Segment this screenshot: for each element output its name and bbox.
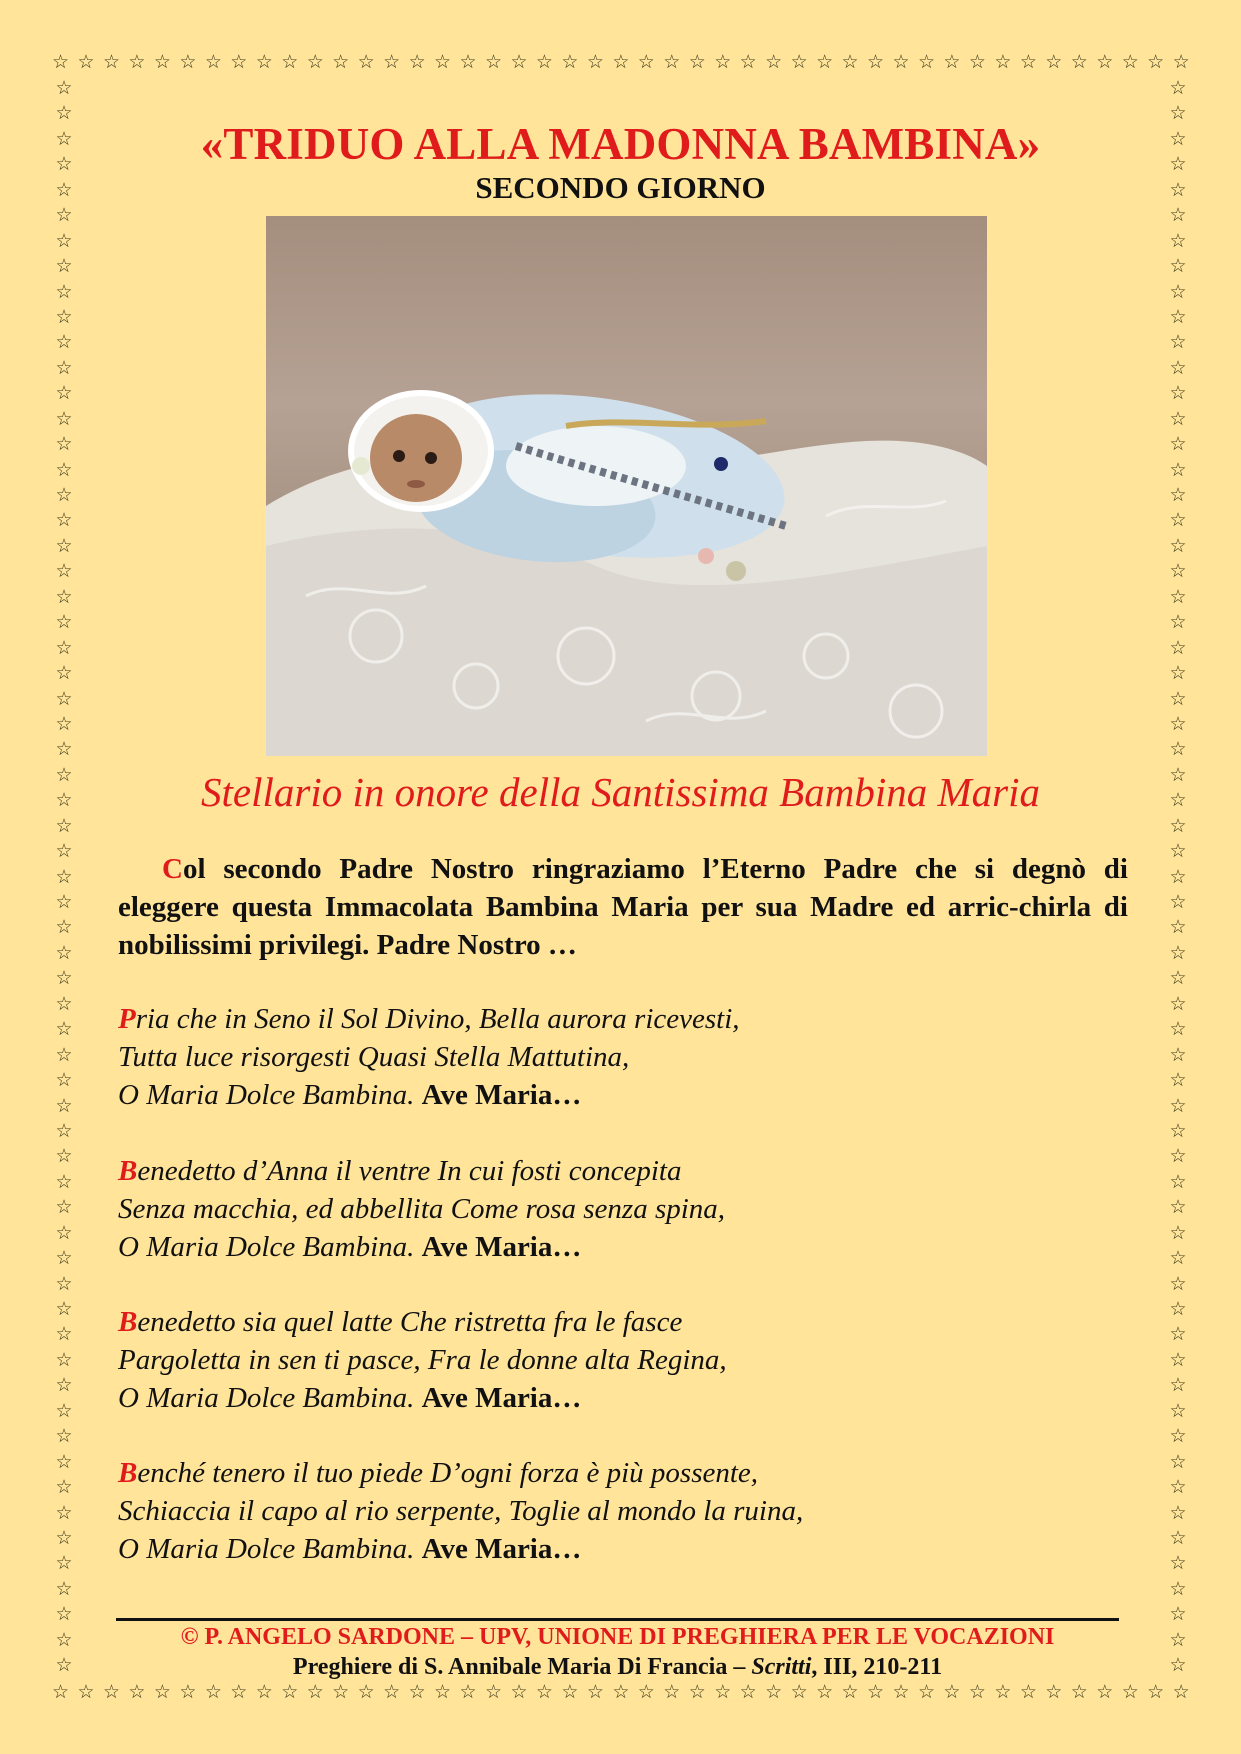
star-outline-icon: ☆ xyxy=(1169,1221,1187,1244)
star-outline-icon: ☆ xyxy=(55,178,73,201)
star-outline-icon: ☆ xyxy=(55,1069,73,1092)
stanza-text: enché tenero il tuo piede D’ogni forza è più possente, xyxy=(137,1457,759,1489)
star-outline-icon: ☆ xyxy=(1147,51,1165,73)
stanza-text: O Maria Dolce Bambina. xyxy=(118,1079,415,1111)
star-outline-icon: ☆ xyxy=(739,51,757,73)
star-outline-icon: ☆ xyxy=(1169,1374,1187,1397)
star-outline-icon: ☆ xyxy=(1045,51,1063,73)
star-outline-icon: ☆ xyxy=(1169,458,1187,481)
star-outline-icon: ☆ xyxy=(55,356,73,379)
star-outline-icon: ☆ xyxy=(1045,1681,1063,1703)
stanza-initial: B xyxy=(118,1306,138,1338)
star-outline-icon: ☆ xyxy=(55,1425,73,1448)
star-outline-icon: ☆ xyxy=(52,51,70,73)
star-outline-icon: ☆ xyxy=(968,51,986,73)
star-outline-icon: ☆ xyxy=(1169,102,1187,125)
stanza-1 xyxy=(118,1000,1128,1114)
star-outline-icon: ☆ xyxy=(55,789,73,812)
star-outline-icon: ☆ xyxy=(1169,865,1187,888)
star-outline-icon: ☆ xyxy=(1169,153,1187,176)
star-outline-icon: ☆ xyxy=(535,51,553,73)
star-outline-icon: ☆ xyxy=(688,51,706,73)
stanza-initial: P xyxy=(118,1003,136,1035)
star-outline-icon: ☆ xyxy=(55,1348,73,1371)
star-outline-icon: ☆ xyxy=(1096,51,1114,73)
star-outline-icon: ☆ xyxy=(1169,1425,1187,1448)
star-outline-icon: ☆ xyxy=(55,1170,73,1193)
star-outline-icon: ☆ xyxy=(1169,305,1187,328)
star-outline-icon: ☆ xyxy=(255,51,273,73)
star-outline-icon: ☆ xyxy=(55,1196,73,1219)
star-outline-icon: ☆ xyxy=(1169,1298,1187,1320)
star-outline-icon: ☆ xyxy=(1169,1043,1187,1066)
star-outline-icon: ☆ xyxy=(55,280,73,303)
star-outline-icon: ☆ xyxy=(128,51,146,73)
star-outline-icon: ☆ xyxy=(434,51,452,73)
star-outline-icon: ☆ xyxy=(55,865,73,888)
star-outline-icon: ☆ xyxy=(55,153,73,176)
star-outline-icon: ☆ xyxy=(1169,967,1187,990)
star-outline-icon: ☆ xyxy=(1121,1681,1139,1703)
star-outline-icon: ☆ xyxy=(663,51,681,73)
star-outline-icon: ☆ xyxy=(52,1681,70,1703)
star-outline-icon: ☆ xyxy=(55,738,73,761)
star-outline-icon: ☆ xyxy=(1169,941,1187,964)
star-outline-icon: ☆ xyxy=(55,814,73,837)
star-outline-icon: ☆ xyxy=(612,1681,630,1703)
star-outline-icon: ☆ xyxy=(1169,77,1187,99)
star-outline-icon: ☆ xyxy=(1169,534,1187,557)
star-outline-icon: ☆ xyxy=(1169,1348,1187,1371)
star-outline-icon: ☆ xyxy=(55,1577,73,1600)
star-outline-icon: ☆ xyxy=(408,51,426,73)
star-outline-icon: ☆ xyxy=(306,51,324,73)
star-outline-icon: ☆ xyxy=(55,636,73,659)
stanza-3 xyxy=(118,1303,1128,1417)
stanza-line xyxy=(118,1303,1128,1341)
star-outline-icon: ☆ xyxy=(55,916,73,939)
stanza-line xyxy=(118,1152,1128,1190)
star-outline-icon: ☆ xyxy=(459,51,477,73)
star-outline-icon: ☆ xyxy=(1019,1681,1037,1703)
star-outline-icon: ☆ xyxy=(1169,814,1187,837)
copyright-credit: © P. ANGELO SARDONE – UPV, UNIONE DI PREGHIERA PER LE VOCAZIONI xyxy=(180,1624,1055,1650)
star-outline-icon: ☆ xyxy=(892,1681,910,1703)
star-outline-icon: ☆ xyxy=(230,1681,248,1703)
star-outline-icon: ☆ xyxy=(586,51,604,73)
star-outline-icon: ☆ xyxy=(510,1681,528,1703)
star-outline-icon: ☆ xyxy=(1169,916,1187,939)
star-outline-icon: ☆ xyxy=(55,433,73,456)
star-outline-icon: ☆ xyxy=(1169,1654,1187,1677)
stanza-text: O Maria Dolce Bambina. xyxy=(118,1231,415,1263)
stanza-initial: B xyxy=(118,1457,138,1489)
star-outline-icon: ☆ xyxy=(55,763,73,786)
star-outline-icon: ☆ xyxy=(55,687,73,710)
star-outline-icon: ☆ xyxy=(1147,1681,1165,1703)
star-outline-icon: ☆ xyxy=(1169,1247,1187,1270)
star-outline-icon: ☆ xyxy=(1169,687,1187,710)
star-outline-icon: ☆ xyxy=(841,51,859,73)
star-outline-icon: ☆ xyxy=(55,229,73,252)
madonna-bambina-photo xyxy=(266,216,987,756)
star-outline-icon: ☆ xyxy=(55,967,73,990)
star-outline-icon: ☆ xyxy=(1169,382,1187,405)
stellario-heading: Stellario in onore della Santissima Bambina Maria xyxy=(201,769,1040,815)
star-outline-icon: ☆ xyxy=(1169,484,1187,506)
star-outline-icon: ☆ xyxy=(1169,712,1187,735)
star-outline-icon: ☆ xyxy=(637,51,655,73)
footer-divider xyxy=(116,1618,1119,1621)
star-outline-icon: ☆ xyxy=(204,51,222,73)
stanza-line xyxy=(118,1000,1128,1038)
star-outline-icon: ☆ xyxy=(179,1681,197,1703)
star-outline-icon: ☆ xyxy=(255,1681,273,1703)
stanza-line xyxy=(118,1530,1128,1568)
star-outline-icon: ☆ xyxy=(102,1681,120,1703)
star-outline-icon: ☆ xyxy=(55,1221,73,1244)
star-outline-icon: ☆ xyxy=(1169,509,1187,532)
star-outline-icon: ☆ xyxy=(281,51,299,73)
star-outline-icon: ☆ xyxy=(55,1628,73,1651)
stanza-line xyxy=(118,1076,1128,1114)
star-outline-icon: ☆ xyxy=(55,1374,73,1397)
star-outline-icon: ☆ xyxy=(434,1681,452,1703)
ave-maria: Ave Maria… xyxy=(421,1533,582,1565)
star-outline-icon: ☆ xyxy=(55,1094,73,1117)
star-outline-icon: ☆ xyxy=(55,509,73,532)
star-outline-icon: ☆ xyxy=(1169,1450,1187,1473)
star-outline-icon: ☆ xyxy=(1169,1323,1187,1346)
star-outline-icon: ☆ xyxy=(765,1681,783,1703)
star-outline-icon: ☆ xyxy=(55,127,73,150)
star-outline-icon: ☆ xyxy=(714,1681,732,1703)
star-outline-icon: ☆ xyxy=(1169,662,1187,685)
star-outline-icon: ☆ xyxy=(332,1681,350,1703)
stanza-text: O Maria Dolce Bambina. xyxy=(118,1533,415,1565)
star-outline-icon: ☆ xyxy=(55,1501,73,1524)
star-outline-icon: ☆ xyxy=(128,1681,146,1703)
star-outline-icon: ☆ xyxy=(1169,636,1187,659)
star-outline-icon: ☆ xyxy=(1169,255,1187,278)
star-outline-icon: ☆ xyxy=(1172,1681,1190,1703)
star-outline-icon: ☆ xyxy=(55,484,73,506)
star-outline-icon: ☆ xyxy=(1169,1018,1187,1041)
stanza-text: ria che in Seno il Sol Divino, Bella aurora ricevesti, xyxy=(135,1003,740,1035)
star-outline-icon: ☆ xyxy=(1169,1069,1187,1092)
star-outline-icon: ☆ xyxy=(55,1603,73,1626)
star-outline-icon: ☆ xyxy=(688,1681,706,1703)
star-outline-icon: ☆ xyxy=(1169,229,1187,252)
star-outline-icon: ☆ xyxy=(816,1681,834,1703)
star-outline-icon: ☆ xyxy=(739,1681,757,1703)
star-outline-icon: ☆ xyxy=(55,458,73,481)
star-outline-icon: ☆ xyxy=(1169,433,1187,456)
star-outline-icon: ☆ xyxy=(790,1681,808,1703)
star-outline-icon: ☆ xyxy=(1172,51,1190,73)
star-outline-icon: ☆ xyxy=(561,1681,579,1703)
star-outline-icon: ☆ xyxy=(663,1681,681,1703)
star-outline-icon: ☆ xyxy=(1169,1577,1187,1600)
star-outline-icon: ☆ xyxy=(510,51,528,73)
star-outline-icon: ☆ xyxy=(1169,1552,1187,1575)
star-outline-icon: ☆ xyxy=(1169,1094,1187,1117)
star-outline-icon: ☆ xyxy=(55,662,73,685)
star-outline-icon: ☆ xyxy=(637,1681,655,1703)
star-outline-icon: ☆ xyxy=(55,255,73,278)
star-outline-icon: ☆ xyxy=(1169,280,1187,303)
star-outline-icon: ☆ xyxy=(841,1681,859,1703)
star-outline-icon: ☆ xyxy=(179,51,197,73)
star-outline-icon: ☆ xyxy=(55,1298,73,1320)
star-outline-icon: ☆ xyxy=(612,51,630,73)
star-outline-icon: ☆ xyxy=(714,51,732,73)
star-outline-icon: ☆ xyxy=(55,585,73,608)
source-prefix: Preghiere di S. Annibale Maria Di Francia – xyxy=(292,1654,746,1680)
star-outline-icon: ☆ xyxy=(55,712,73,735)
stanza-line: Tutta luce risorgesti Quasi Stella Mattutina, xyxy=(118,1041,630,1073)
star-outline-icon: ☆ xyxy=(153,51,171,73)
stanza-initial: B xyxy=(118,1155,138,1187)
star-outline-icon: ☆ xyxy=(1169,1196,1187,1219)
star-outline-icon: ☆ xyxy=(1070,51,1088,73)
star-outline-icon: ☆ xyxy=(204,1681,222,1703)
star-outline-icon: ☆ xyxy=(55,1043,73,1066)
star-outline-icon: ☆ xyxy=(1121,51,1139,73)
star-border-right xyxy=(1166,76,1190,1678)
star-outline-icon: ☆ xyxy=(1169,1145,1187,1168)
star-outline-icon: ☆ xyxy=(383,1681,401,1703)
star-outline-icon: ☆ xyxy=(55,1526,73,1549)
star-outline-icon: ☆ xyxy=(1169,560,1187,583)
star-outline-icon: ☆ xyxy=(1169,127,1187,150)
star-outline-icon: ☆ xyxy=(1169,1603,1187,1626)
star-outline-icon: ☆ xyxy=(459,1681,477,1703)
star-outline-icon: ☆ xyxy=(1169,331,1187,354)
star-outline-icon: ☆ xyxy=(55,941,73,964)
star-outline-icon: ☆ xyxy=(1169,891,1187,913)
stanza-line: Senza macchia, ed abbellita Come rosa senza spina, xyxy=(118,1193,726,1225)
stanza-2 xyxy=(118,1152,1128,1266)
star-outline-icon: ☆ xyxy=(1169,611,1187,634)
star-outline-icon: ☆ xyxy=(1169,1501,1187,1524)
star-outline-icon: ☆ xyxy=(790,51,808,73)
star-border-bottom xyxy=(52,1680,1190,1704)
intro-paragraph xyxy=(118,850,1128,964)
star-outline-icon: ☆ xyxy=(357,51,375,73)
star-outline-icon: ☆ xyxy=(943,1681,961,1703)
star-outline-icon: ☆ xyxy=(1169,407,1187,430)
star-outline-icon: ☆ xyxy=(1169,1170,1187,1193)
star-outline-icon: ☆ xyxy=(383,51,401,73)
stanza-4 xyxy=(118,1454,1128,1568)
star-outline-icon: ☆ xyxy=(1169,1476,1187,1499)
star-outline-icon: ☆ xyxy=(55,1450,73,1473)
star-outline-icon: ☆ xyxy=(55,534,73,557)
star-outline-icon: ☆ xyxy=(408,1681,426,1703)
stanza-line xyxy=(118,1228,1128,1266)
star-outline-icon: ☆ xyxy=(55,1145,73,1168)
star-outline-icon: ☆ xyxy=(1169,585,1187,608)
intro-text: ol secondo Padre Nostro ringraziamo l’Eterno Padre che si degnò di eleggere questa Immacolata Bambina Maria per sua Madre ed arric-chirla di nobilissimi privilegi. Padre Nostro … xyxy=(118,853,1128,961)
star-outline-icon: ☆ xyxy=(55,1476,73,1499)
stanza-line xyxy=(118,1379,1128,1417)
star-outline-icon: ☆ xyxy=(816,51,834,73)
star-outline-icon: ☆ xyxy=(55,382,73,405)
source-reference xyxy=(116,1654,1119,1681)
star-outline-icon: ☆ xyxy=(55,331,73,354)
stanza-line: Pargoletta in sen ti pasce, Fra le donne alta Regina, xyxy=(118,1344,727,1376)
star-outline-icon: ☆ xyxy=(55,407,73,430)
star-outline-icon: ☆ xyxy=(306,1681,324,1703)
star-outline-icon: ☆ xyxy=(1169,178,1187,201)
star-outline-icon: ☆ xyxy=(867,1681,885,1703)
star-border-left xyxy=(52,76,76,1678)
star-outline-icon: ☆ xyxy=(55,611,73,634)
stanza-line: Schiaccia il capo al rio serpente, Toglie al mondo la ruina, xyxy=(118,1495,804,1527)
page-title: «TRIDUO ALLA MADONNA BAMBINA» xyxy=(200,119,1041,169)
star-outline-icon: ☆ xyxy=(1169,763,1187,786)
star-outline-icon: ☆ xyxy=(55,560,73,583)
star-outline-icon: ☆ xyxy=(55,1552,73,1575)
star-outline-icon: ☆ xyxy=(55,1654,73,1677)
star-outline-icon: ☆ xyxy=(994,1681,1012,1703)
star-outline-icon: ☆ xyxy=(1169,1526,1187,1549)
star-outline-icon: ☆ xyxy=(943,51,961,73)
star-outline-icon: ☆ xyxy=(55,1018,73,1041)
intro-initial: C xyxy=(162,853,183,885)
ave-maria: Ave Maria… xyxy=(421,1382,582,1414)
ave-maria: Ave Maria… xyxy=(421,1079,582,1111)
source-work: Scritti xyxy=(751,1654,812,1680)
star-outline-icon: ☆ xyxy=(586,1681,604,1703)
photo-illustration xyxy=(266,216,987,756)
star-outline-icon: ☆ xyxy=(55,1247,73,1270)
stanza-text: enedetto d’Anna il ventre In cui fosti concepita xyxy=(137,1155,682,1187)
star-outline-icon: ☆ xyxy=(994,51,1012,73)
star-outline-icon: ☆ xyxy=(1169,1628,1187,1651)
star-outline-icon: ☆ xyxy=(55,1272,73,1295)
star-outline-icon: ☆ xyxy=(917,1681,935,1703)
star-border-top xyxy=(52,50,1190,74)
star-outline-icon: ☆ xyxy=(55,102,73,125)
star-outline-icon: ☆ xyxy=(917,51,935,73)
star-outline-icon: ☆ xyxy=(1169,1272,1187,1295)
page-subtitle: SECONDO GIORNO xyxy=(475,170,766,205)
star-outline-icon: ☆ xyxy=(968,1681,986,1703)
star-outline-icon: ☆ xyxy=(55,1399,73,1422)
star-outline-icon: ☆ xyxy=(55,204,73,227)
star-outline-icon: ☆ xyxy=(102,51,120,73)
star-outline-icon: ☆ xyxy=(357,1681,375,1703)
star-outline-icon: ☆ xyxy=(55,1323,73,1346)
star-outline-icon: ☆ xyxy=(332,51,350,73)
star-outline-icon: ☆ xyxy=(1070,1681,1088,1703)
star-outline-icon: ☆ xyxy=(55,840,73,863)
star-outline-icon: ☆ xyxy=(765,51,783,73)
star-outline-icon: ☆ xyxy=(230,51,248,73)
ave-maria: Ave Maria… xyxy=(421,1231,582,1263)
star-outline-icon: ☆ xyxy=(77,1681,95,1703)
star-outline-icon: ☆ xyxy=(1096,1681,1114,1703)
star-outline-icon: ☆ xyxy=(55,305,73,328)
star-outline-icon: ☆ xyxy=(1169,738,1187,761)
source-ref: , III, 210-211 xyxy=(811,1654,943,1680)
star-outline-icon: ☆ xyxy=(484,51,503,73)
star-outline-icon: ☆ xyxy=(77,51,95,73)
star-outline-icon: ☆ xyxy=(535,1681,553,1703)
star-outline-icon: ☆ xyxy=(1169,356,1187,379)
star-outline-icon: ☆ xyxy=(1019,51,1037,73)
star-outline-icon: ☆ xyxy=(55,891,73,913)
star-outline-icon: ☆ xyxy=(484,1681,503,1703)
star-outline-icon: ☆ xyxy=(867,51,885,73)
star-outline-icon: ☆ xyxy=(1169,204,1187,227)
star-outline-icon: ☆ xyxy=(1169,789,1187,812)
stanza-text: enedetto sia quel latte Che ristretta fra le fasce xyxy=(137,1306,683,1338)
star-outline-icon: ☆ xyxy=(281,1681,299,1703)
stanza-text: O Maria Dolce Bambina. xyxy=(118,1382,415,1414)
star-outline-icon: ☆ xyxy=(55,77,73,99)
star-outline-icon: ☆ xyxy=(561,51,579,73)
star-outline-icon: ☆ xyxy=(55,992,73,1015)
star-outline-icon: ☆ xyxy=(55,1119,73,1142)
star-outline-icon: ☆ xyxy=(892,51,910,73)
star-outline-icon: ☆ xyxy=(1169,992,1187,1015)
star-outline-icon: ☆ xyxy=(1169,840,1187,863)
star-outline-icon: ☆ xyxy=(1169,1399,1187,1422)
stanza-line xyxy=(118,1454,1128,1492)
star-outline-icon: ☆ xyxy=(153,1681,171,1703)
star-outline-icon: ☆ xyxy=(1169,1119,1187,1142)
